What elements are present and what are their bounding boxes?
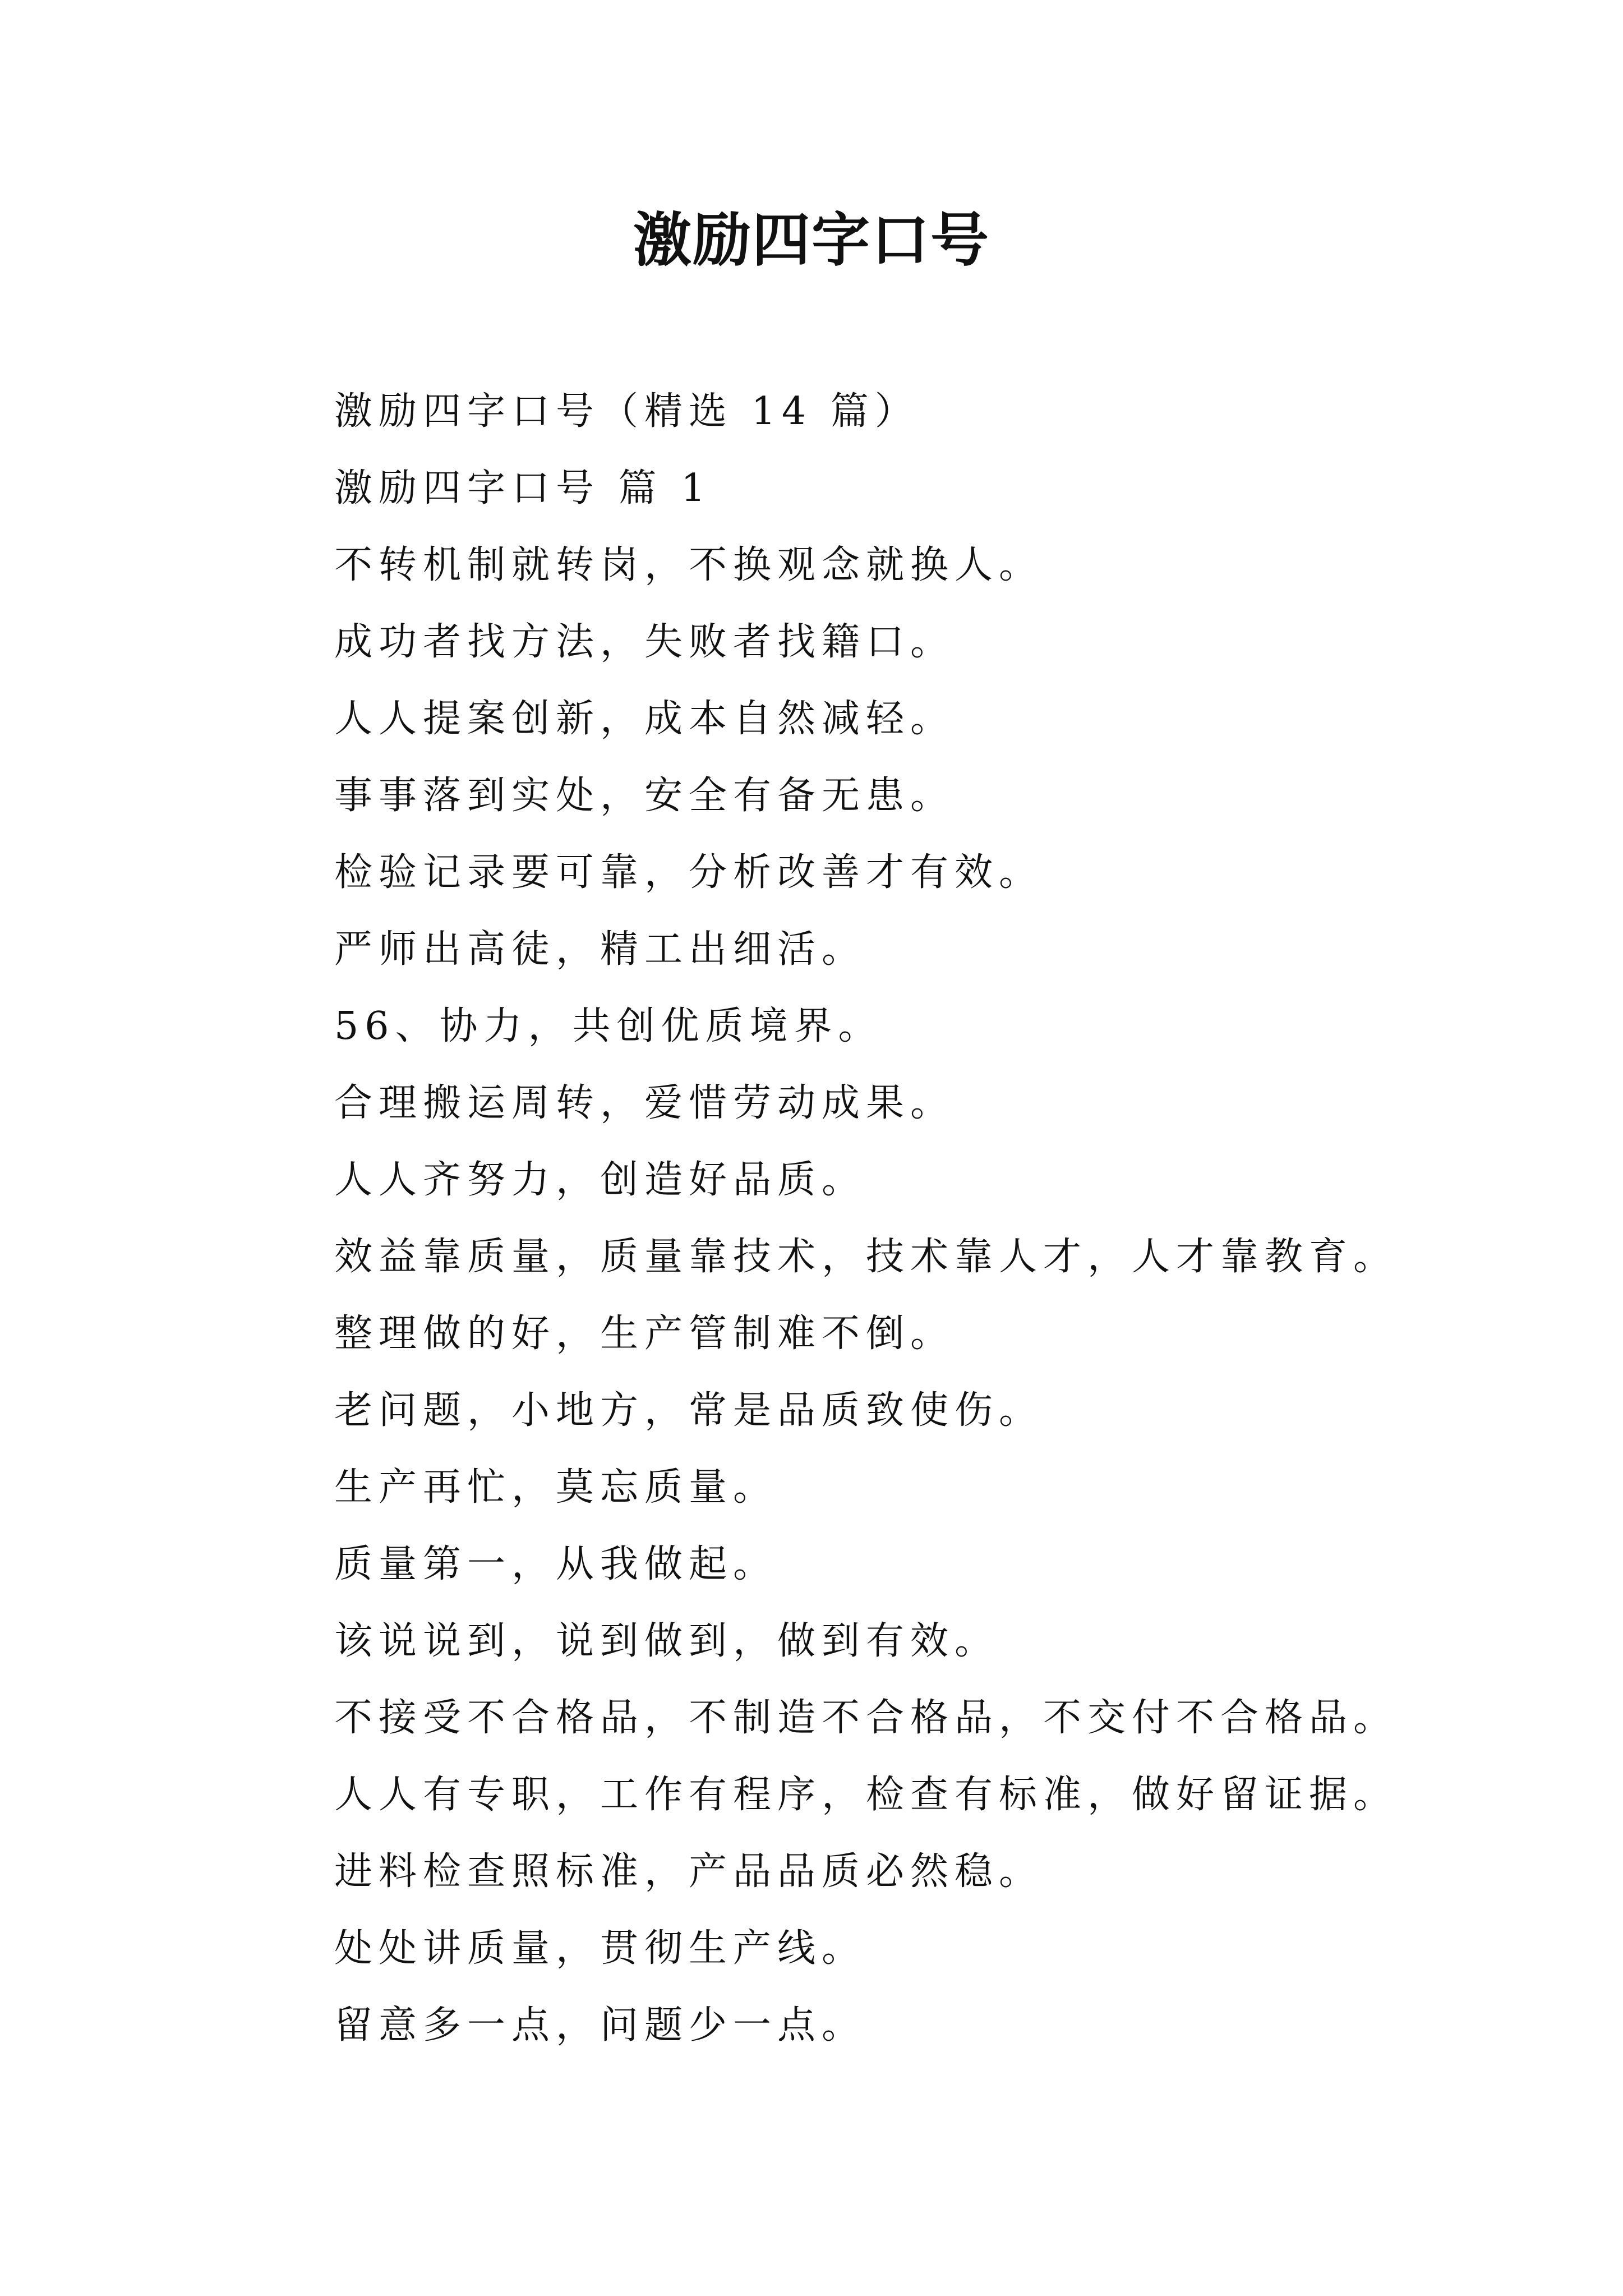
slogan-line: 留意多一点，问题少一点。 [334,2003,866,2047]
slogan-line: 人人齐努力，创造好品质。 [334,1158,866,1202]
slogan-line: 该说说到，说到做到，做到有效。 [334,1619,999,1663]
slogan-line: 人人提案创新，成本自然减轻。 [334,697,955,741]
slogan-line: 成功者找方法，失败者找籍口。 [334,620,955,664]
section-heading: 激励四字口号 篇 1 [334,466,712,510]
slogan-line: 进料检查照标准，产品品质必然稳。 [334,1849,1044,1894]
slogan-line: 合理搬运周转，爱惜劳动成果。 [334,1081,955,1125]
slogan-line: 老问题，小地方，常是品质致使伤。 [334,1388,1044,1433]
slogan-line: 检验记录要可靠，分析改善才有效。 [334,850,1044,895]
slogan-line: 质量第一，从我做起。 [334,1542,778,1586]
slogan-line: 56、协力，共创优质境界。 [334,1004,883,1048]
slogan-line: 严师出高徒，精工出细活。 [334,927,866,972]
slogan-line: 不转机制就转岗，不换观念就换人。 [334,543,1044,587]
slogan-line: 不接受不合格品，不制造不合格品，不交付不合格品。 [334,1696,1398,1740]
document-subtitle: 激励四字口号（精选 14 篇） [334,389,919,434]
slogan-line: 人人有专职，工作有程序，检查有标准，做好留证据。 [334,1773,1398,1817]
document-title: 激励四字口号 [633,205,990,274]
slogan-line: 生产再忙，莫忘质量。 [334,1465,778,1510]
slogan-line: 事事落到实处，安全有备无患。 [334,774,955,818]
slogan-line: 整理做的好，生产管制难不倒。 [334,1312,955,1356]
document-body [334,373,1512,2064]
slogan-line: 效益靠质量，质量靠技术，技术靠人才，人才靠教育。 [334,1235,1398,1279]
slogan-line: 处处讲质量，贯彻生产线。 [334,1926,866,1971]
